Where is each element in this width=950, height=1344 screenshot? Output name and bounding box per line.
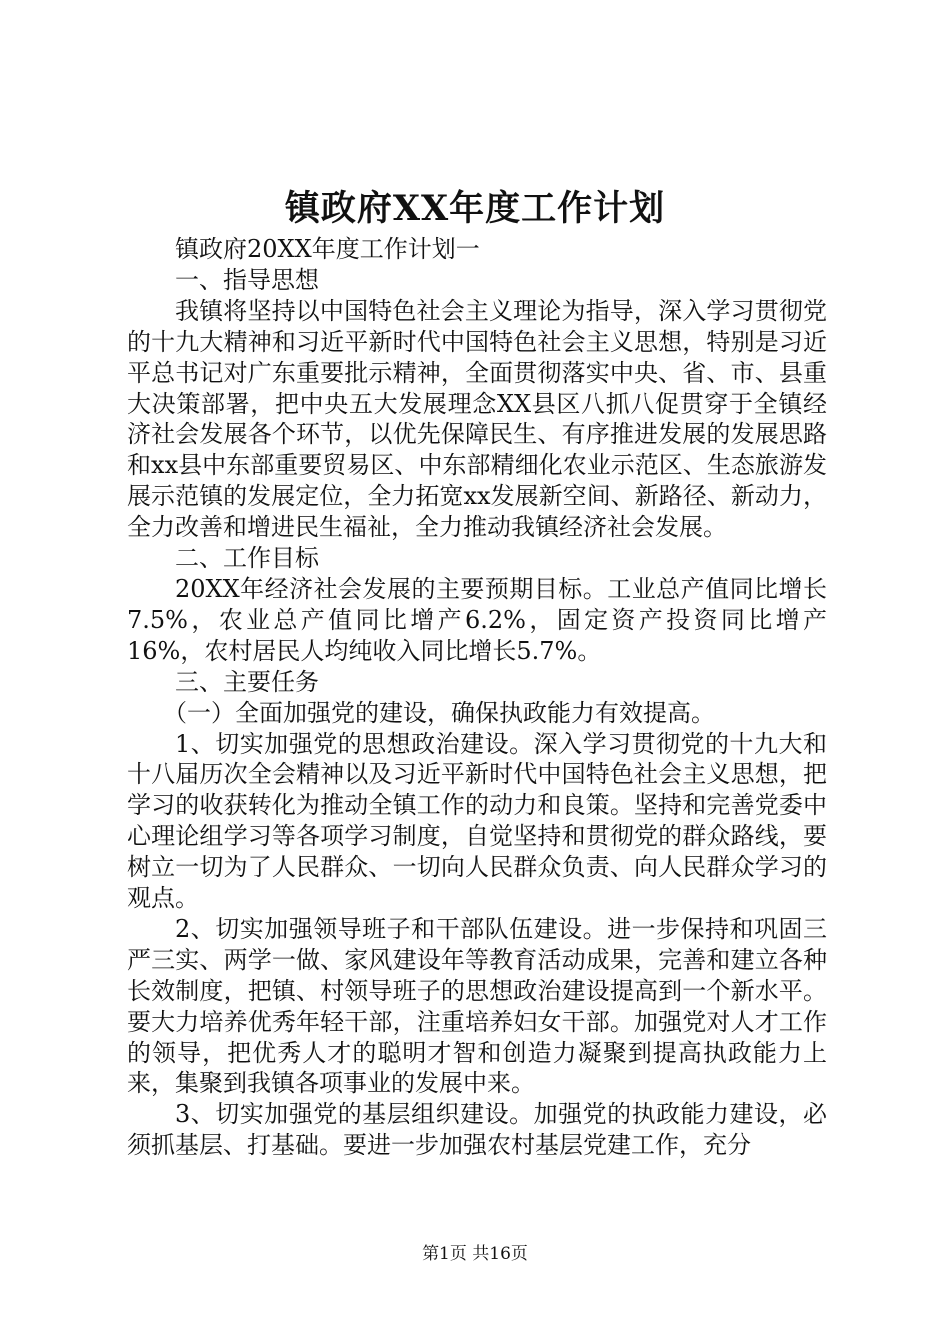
paragraph-guiding-thought: 我镇将坚持以中国特色社会主义理论为指导，深入学习贯彻党的十九大精神和习近平新时代中国特色社会主义思想，特别是习近平总书记对广东重要批示精神，全面贯彻落实中央、省、市、县重大决策部署，把中央五大发展理念XX县区八抓八促贯穿于全镇经济社会发展各个环节，以优先保障民生、有序推进发展的发展思路和xx县中东部重要贸易区、中东部精细化农业示范区、生态旅游发展示范镇的发展定位，全力拓宽xx发展新空间、新路径、新动力，全力改善和增进民生福祉，全力推动我镇经济社会发展。 — [127, 296, 827, 542]
section-heading-guiding-thought: 一、指导思想 — [175, 265, 319, 294]
paragraph-task-3: 3、切实加强党的基层组织建设。加强党的执政能力建设，必须抓基层、打基础。要进一步加强农村基层党建工作，充分 — [127, 1100, 827, 1160]
document-title: 镇政府XX年度工作计划 — [284, 188, 666, 229]
page-footer: 第1页 共16页 — [422, 1244, 528, 1264]
paragraph-work-goals: 20XX年经济社会发展的主要预期目标。工业总产值同比增长7.5%，农业总产值同比增产6.2%，固定资产投资同比增产16%，农村居民人均纯收入同比增长5.7%。 — [127, 574, 827, 665]
document-body — [127, 234, 827, 1161]
subtitle-paragraph: 镇政府20XX年度工作计划一 — [175, 235, 480, 263]
subsection-heading-party-building: （一）全面加强党的建设，确保执政能力有效提高。 — [163, 698, 715, 727]
section-heading-work-goals: 二、工作目标 — [175, 544, 319, 573]
paragraph-task-1: 1、切实加强党的思想政治建设。深入学习贯彻党的十九大和十八届历次全会精神以及习近平新时代中国特色社会主义思想，把学习的收获转化为推动全镇工作的动力和良策。坚持和完善党委中心理论组学习等各项学习制度，自觉坚持和贯彻党的群众路线，要树立一切为了人民群众、一切向人民群众负责、向人民群众学习的观点。 — [127, 729, 827, 913]
section-heading-main-tasks: 三、主要任务 — [175, 667, 319, 696]
paragraph-task-2: 2、切实加强领导班子和干部队伍建设。进一步保持和巩固三严三实、两学一做、家风建设年等教育活动成果，完善和建立各种长效制度，把镇、村领导班子的思想政治建设提高到一个新水平。要大力培养优秀年轻干部，注重培养妇女干部。加强党对人才工作的领导，把优秀人才的聪明才智和创造力凝聚到提高执政能力上来，集聚到我镇各项事业的发展中来。 — [127, 914, 827, 1098]
